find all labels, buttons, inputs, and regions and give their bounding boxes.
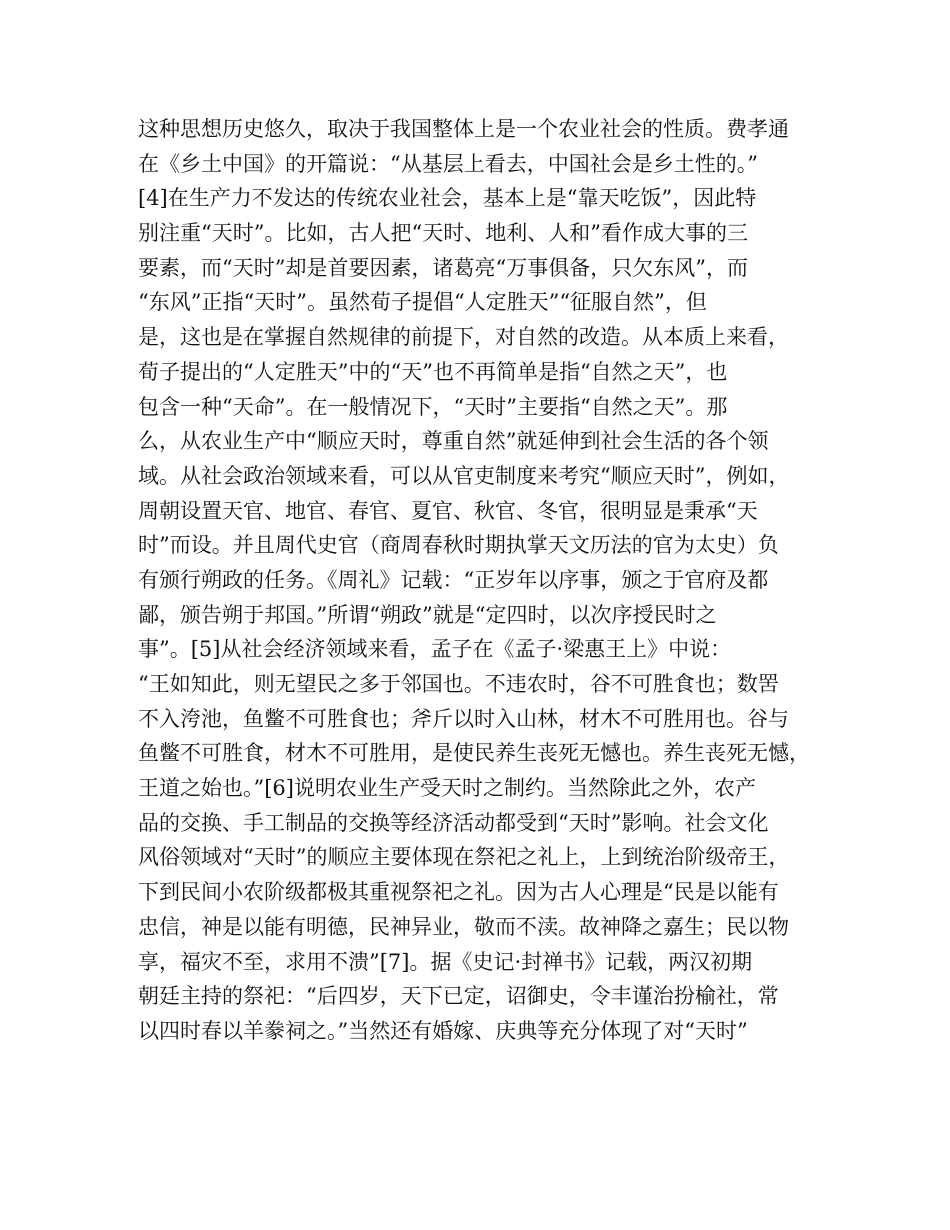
text-line: 朝廷主持的祭祀：“后四岁，天下已定，诏御史，令丰谨治扮榆社，常 (138, 984, 779, 1009)
text-line: “东风”正指“天时”。虽然荀子提倡“人定胜天”“征服自然”，但 (138, 290, 707, 315)
text-line: 鱼鳖不可胜食，材木不可胜用，是使民养生丧死无憾也。养生丧死无憾， (138, 741, 810, 766)
text-line: 不入洿池，鱼鳖不可胜食也；斧斤以时入山林，材木不可胜用也。谷与 (138, 706, 789, 731)
text-line: 么，从农业生产中“顺应天时，尊重自然”就延伸到社会生活的各个领 (138, 429, 769, 454)
text-line: 周朝设置天官、地官、春官、夏官、秋官、冬官，很明显是秉承“天 (138, 498, 758, 523)
text-line: 有颁行朔政的任务。《周礼》记载：“正岁年以序事，颁之于官府及都 (138, 567, 769, 592)
text-line: 时”而设。并且周代史官（商周春秋时期执掌天文历法的官为太史）负 (138, 533, 779, 558)
text-line: “王如知此，则无望民之多于邻国也。不违农时，谷不可胜食也；数罟 (138, 672, 779, 696)
text-line: 鄙，颁告朔于邦国。”所谓“朔政”就是“定四时，以次序授民时之 (138, 602, 717, 627)
text-line: [4]在生产力不发达的传统农业社会，基本上是“靠天吃饭”，因此特 (138, 186, 757, 211)
text-line: 王道之始也。”[6]说明农业生产受天时之制约。当然除此之外，农产 (138, 776, 756, 801)
text-line: 域。从社会政治领域来看，可以从官吏制度来考究“顺应天时”，例如， (138, 463, 790, 488)
text-line: 下到民间小农阶级都极其重视祭祀之礼。因为古人心理是“民是以能有 (138, 880, 779, 905)
text-line: 荀子提出的“人定胜天”中的“天”也不再简单是指“自然之天”，也 (138, 359, 728, 384)
text-line: 是，这也是在掌握自然规律的前提下，对自然的改造。从本质上来看， (138, 325, 789, 350)
text-line: 这种思想历史悠久，取决于我国整体上是一个农业社会的性质。费孝通 (138, 117, 789, 141)
text-line: 要素，而“天时”却是首要因素，诸葛亮“万事俱备，只欠东风”，而 (138, 255, 748, 280)
body-text (138, 112, 818, 1049)
text-line: 包含一种“天命”。在一般情况下，“天时”主要指“自然之天”。那 (138, 394, 728, 419)
text-line: 风俗领域对“天时”的顺应主要体现在祭祀之礼上，上到统治阶级帝王， (138, 845, 790, 870)
text-line: 享，福灾不至，求用不溃”[7]。据《史记·封禅书》记载，两汉初期 (138, 949, 753, 974)
text-line: 别注重“天时”。比如，古人把“天时、地利、人和”看作成大事的三 (138, 221, 748, 246)
text-line: 在《乡土中国》的开篇说：“从基层上看去，中国社会是乡土性的。” (138, 151, 758, 176)
text-line: 事”。[5]从社会经济领域来看，孟子在《孟子·梁惠王上》中说： (138, 637, 732, 662)
text-line: 以四时春以羊豢祠之。”当然还有婚嫁、庆典等充分体现了对“天时” (138, 1018, 748, 1043)
text-line: 忠信，神是以能有明德，民神异业，敬而不渎。故神降之嘉生；民以物 (138, 914, 789, 939)
text-line: 品的交换、手工制品的交换等经济活动都受到“天时”影响。社会文化 (138, 810, 769, 835)
